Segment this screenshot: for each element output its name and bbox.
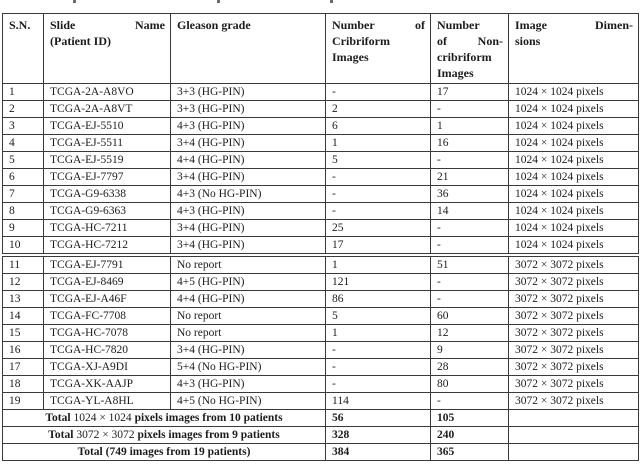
- cell-cribriform: 1: [326, 255, 431, 274]
- cell-noncribriform: 1: [431, 118, 509, 135]
- cell-sn: 16: [3, 342, 44, 359]
- cell-gleason: 3+4 (HG-PIN): [171, 237, 326, 256]
- cell-dimensions: 1024 × 1024 pixels: [509, 152, 639, 169]
- cell-sn: 7: [3, 186, 44, 203]
- caption-fragment: [330, 0, 333, 3]
- cell-slide: TCGA-HC-7211: [44, 220, 171, 237]
- cell-cribriform: 121: [326, 274, 431, 291]
- cell-noncribriform: 17: [431, 84, 509, 101]
- table-row: [3, 203, 639, 220]
- table-row: [3, 308, 639, 325]
- total-prefix: Total: [45, 412, 71, 424]
- cell-cribriform: -: [326, 359, 431, 376]
- cell-cribriform: -: [326, 84, 431, 101]
- cell-cribriform: 17: [326, 237, 431, 256]
- cell-cribriform: 114: [326, 393, 431, 410]
- dataset-summary-table-wrap: [2, 13, 639, 461]
- table-row: [3, 325, 639, 342]
- total-noncribriform-1024: 105: [431, 410, 509, 427]
- cell-dimensions: 3072 × 3072 pixels: [509, 255, 639, 274]
- cell-dimensions: 3072 × 3072 pixels: [509, 342, 639, 359]
- cell-cribriform: -: [326, 203, 431, 220]
- cell-dimensions: 3072 × 3072 pixels: [509, 376, 639, 393]
- table-row: [3, 152, 639, 169]
- table-row: [3, 135, 639, 152]
- table-row: [3, 237, 639, 256]
- cell-sn: 12: [3, 274, 44, 291]
- cell-slide: TCGA-FC-7708: [44, 308, 171, 325]
- table-row: [3, 342, 639, 359]
- cell-noncribriform: -: [431, 274, 509, 291]
- table-row: [3, 186, 639, 203]
- cell-gleason: 4+4 (HG-PIN): [171, 291, 326, 308]
- table-row: [3, 169, 639, 186]
- cell-slide: TCGA-XJ-A9DI: [44, 359, 171, 376]
- cell-dimensions: 1024 × 1024 pixels: [509, 101, 639, 118]
- cell-slide: TCGA-HC-7820: [44, 342, 171, 359]
- cell-dimensions: 1024 × 1024 pixels: [509, 135, 639, 152]
- total-row-1024: [3, 410, 639, 427]
- cell-gleason: No report: [171, 308, 326, 325]
- col-header-line: Gleason grade: [177, 18, 251, 32]
- cell-gleason: 3+4 (HG-PIN): [171, 169, 326, 186]
- total-dims: 1024 × 1024: [73, 412, 132, 424]
- cell-noncribriform: 80: [431, 376, 509, 393]
- total-dims: 3072 × 3072: [76, 429, 135, 441]
- cell-dimensions: 1024 × 1024 pixels: [509, 186, 639, 203]
- cell-dimensions: 1024 × 1024 pixels: [509, 84, 639, 101]
- cell-slide: TCGA-EJ-7797: [44, 169, 171, 186]
- dataset-summary-table: [2, 13, 639, 461]
- table-row: [3, 291, 639, 308]
- cell-dimensions: 3072 × 3072 pixels: [509, 274, 639, 291]
- cell-gleason: 3+4 (HG-PIN): [171, 135, 326, 152]
- col-header-line: Number: [437, 18, 480, 32]
- total-suffix: pixels images from 10 patients: [134, 412, 283, 424]
- cell-sn: 9: [3, 220, 44, 237]
- cell-cribriform: 1: [326, 325, 431, 342]
- total-label-1024: [3, 410, 326, 427]
- total-row-3072: [3, 427, 639, 444]
- total-label-3072: [3, 427, 326, 444]
- cell-sn: 15: [3, 325, 44, 342]
- cell-slide: TCGA-HC-7078: [44, 325, 171, 342]
- cell-cribriform: 6: [326, 118, 431, 135]
- col-header-line: Image Dimen-: [515, 18, 633, 32]
- cell-noncribriform: -: [431, 393, 509, 410]
- cell-cribriform: -: [326, 186, 431, 203]
- cell-slide: TCGA-HC-7212: [44, 237, 171, 256]
- col-header-line: (Patient ID): [50, 34, 111, 48]
- table-row: [3, 84, 639, 101]
- cell-sn: 14: [3, 308, 44, 325]
- cell-gleason: 3+3 (HG-PIN): [171, 101, 326, 118]
- col-header-line: Cribriform: [332, 34, 390, 48]
- cell-noncribriform: 21: [431, 169, 509, 186]
- cell-noncribriform: 51: [431, 255, 509, 274]
- cell-sn: 6: [3, 169, 44, 186]
- col-header-dimensions: [509, 14, 639, 84]
- col-header-line: Slide Name: [50, 18, 165, 32]
- cell-noncribriform: 12: [431, 325, 509, 342]
- table-row: [3, 376, 639, 393]
- cell-noncribriform: 28: [431, 359, 509, 376]
- cell-slide: TCGA-G9-6363: [44, 203, 171, 220]
- cell-gleason: No report: [171, 325, 326, 342]
- cell-cribriform: 5: [326, 308, 431, 325]
- cell-dimensions: 1024 × 1024 pixels: [509, 169, 639, 186]
- col-header-noncribriform: [431, 14, 509, 84]
- cell-gleason: 4+3 (HG-PIN): [171, 203, 326, 220]
- cell-slide: TCGA-YL-A8HL: [44, 393, 171, 410]
- cell-sn: 8: [3, 203, 44, 220]
- col-header-line: sions: [515, 34, 541, 48]
- table-row: [3, 274, 639, 291]
- col-header-line: Images: [332, 50, 369, 64]
- total-noncribriform-grand: 365: [431, 444, 509, 461]
- total-cribriform-grand: 384: [326, 444, 431, 461]
- total-prefix: Total: [48, 429, 74, 441]
- cell-dimensions: 3072 × 3072 pixels: [509, 325, 639, 342]
- col-header-line: S.N.: [9, 18, 31, 32]
- cell-gleason: 4+5 (HG-PIN): [171, 274, 326, 291]
- caption-fragment: [73, 0, 76, 3]
- cell-dimensions: 3072 × 3072 pixels: [509, 291, 639, 308]
- cell-gleason: 3+3 (HG-PIN): [171, 84, 326, 101]
- cell-gleason: 4+3 (No HG-PIN): [171, 186, 326, 203]
- cell-noncribriform: 60: [431, 308, 509, 325]
- cell-dimensions: 1024 × 1024 pixels: [509, 203, 639, 220]
- table-row: [3, 255, 639, 274]
- cell-slide: TCGA-2A-A8VT: [44, 101, 171, 118]
- total-dimensions-empty: [509, 444, 639, 461]
- col-header-slide: [44, 14, 171, 84]
- table-row: [3, 359, 639, 376]
- cell-cribriform: -: [326, 376, 431, 393]
- cell-gleason: 4+4 (HG-PIN): [171, 152, 326, 169]
- cell-slide: TCGA-G9-6338: [44, 186, 171, 203]
- cell-sn: 11: [3, 255, 44, 274]
- cell-noncribriform: 14: [431, 203, 509, 220]
- col-header-cribriform: [326, 14, 431, 84]
- cell-dimensions: 3072 × 3072 pixels: [509, 359, 639, 376]
- table-row: [3, 118, 639, 135]
- col-header-sn: [3, 14, 44, 84]
- cell-sn: 19: [3, 393, 44, 410]
- cell-slide: TCGA-EJ-8469: [44, 274, 171, 291]
- cell-slide: TCGA-EJ-5519: [44, 152, 171, 169]
- cell-slide: TCGA-EJ-5511: [44, 135, 171, 152]
- cell-dimensions: 1024 × 1024 pixels: [509, 220, 639, 237]
- cell-slide: TCGA-XK-AAJP: [44, 376, 171, 393]
- cell-gleason: 3+4 (HG-PIN): [171, 342, 326, 359]
- cell-noncribriform: 16: [431, 135, 509, 152]
- cell-sn: 18: [3, 376, 44, 393]
- cell-cribriform: -: [326, 169, 431, 186]
- caption-fragment: [217, 0, 220, 3]
- cell-noncribriform: -: [431, 237, 509, 256]
- cell-noncribriform: 9: [431, 342, 509, 359]
- total-cribriform-3072: 328: [326, 427, 431, 444]
- total-dimensions-empty: [509, 410, 639, 427]
- table-row: [3, 393, 639, 410]
- table-row: [3, 101, 639, 118]
- total-noncribriform-3072: 240: [431, 427, 509, 444]
- cell-cribriform: 1: [326, 135, 431, 152]
- cell-cribriform: 5: [326, 152, 431, 169]
- cell-gleason: 4+3 (HG-PIN): [171, 376, 326, 393]
- total-cribriform-1024: 56: [326, 410, 431, 427]
- cell-sn: 17: [3, 359, 44, 376]
- cell-slide: TCGA-EJ-A46F: [44, 291, 171, 308]
- total-label-grand: Total (749 images from 19 patients): [3, 444, 326, 461]
- cell-sn: 5: [3, 152, 44, 169]
- cell-slide: TCGA-EJ-7791: [44, 255, 171, 274]
- cell-sn: 13: [3, 291, 44, 308]
- cell-noncribriform: -: [431, 101, 509, 118]
- cell-gleason: 5+4 (No HG-PIN): [171, 359, 326, 376]
- cell-cribriform: -: [326, 342, 431, 359]
- cell-cribriform: 25: [326, 220, 431, 237]
- col-header-gleason: [171, 14, 326, 84]
- cell-gleason: 4+5 (No HG-PIN): [171, 393, 326, 410]
- cell-slide: TCGA-EJ-5510: [44, 118, 171, 135]
- cell-noncribriform: -: [431, 220, 509, 237]
- cell-sn: 3: [3, 118, 44, 135]
- table-header-row: [3, 14, 639, 84]
- cell-gleason: No report: [171, 255, 326, 274]
- col-header-line: Number of: [332, 18, 425, 32]
- col-header-line: cribriform: [437, 50, 492, 64]
- cell-noncribriform: 36: [431, 186, 509, 203]
- cell-cribriform: 86: [326, 291, 431, 308]
- cell-sn: 1: [3, 84, 44, 101]
- table-row: [3, 220, 639, 237]
- col-header-line: of Non-: [437, 34, 503, 48]
- cell-noncribriform: -: [431, 291, 509, 308]
- cell-noncribriform: -: [431, 152, 509, 169]
- cell-dimensions: 3072 × 3072 pixels: [509, 393, 639, 410]
- cell-dimensions: 1024 × 1024 pixels: [509, 118, 639, 135]
- total-row-grand: [3, 444, 639, 461]
- cell-sn: 10: [3, 237, 44, 256]
- total-dimensions-empty: [509, 427, 639, 444]
- total-suffix: pixels images from 9 patients: [137, 429, 280, 441]
- cell-sn: 2: [3, 101, 44, 118]
- cell-dimensions: 1024 × 1024 pixels: [509, 237, 639, 256]
- cell-cribriform: 2: [326, 101, 431, 118]
- col-header-line: Images: [437, 66, 474, 80]
- cell-sn: 4: [3, 135, 44, 152]
- cell-gleason: 4+3 (HG-PIN): [171, 118, 326, 135]
- cell-gleason: 3+4 (HG-PIN): [171, 220, 326, 237]
- cell-dimensions: 3072 × 3072 pixels: [509, 308, 639, 325]
- cell-slide: TCGA-2A-A8VO: [44, 84, 171, 101]
